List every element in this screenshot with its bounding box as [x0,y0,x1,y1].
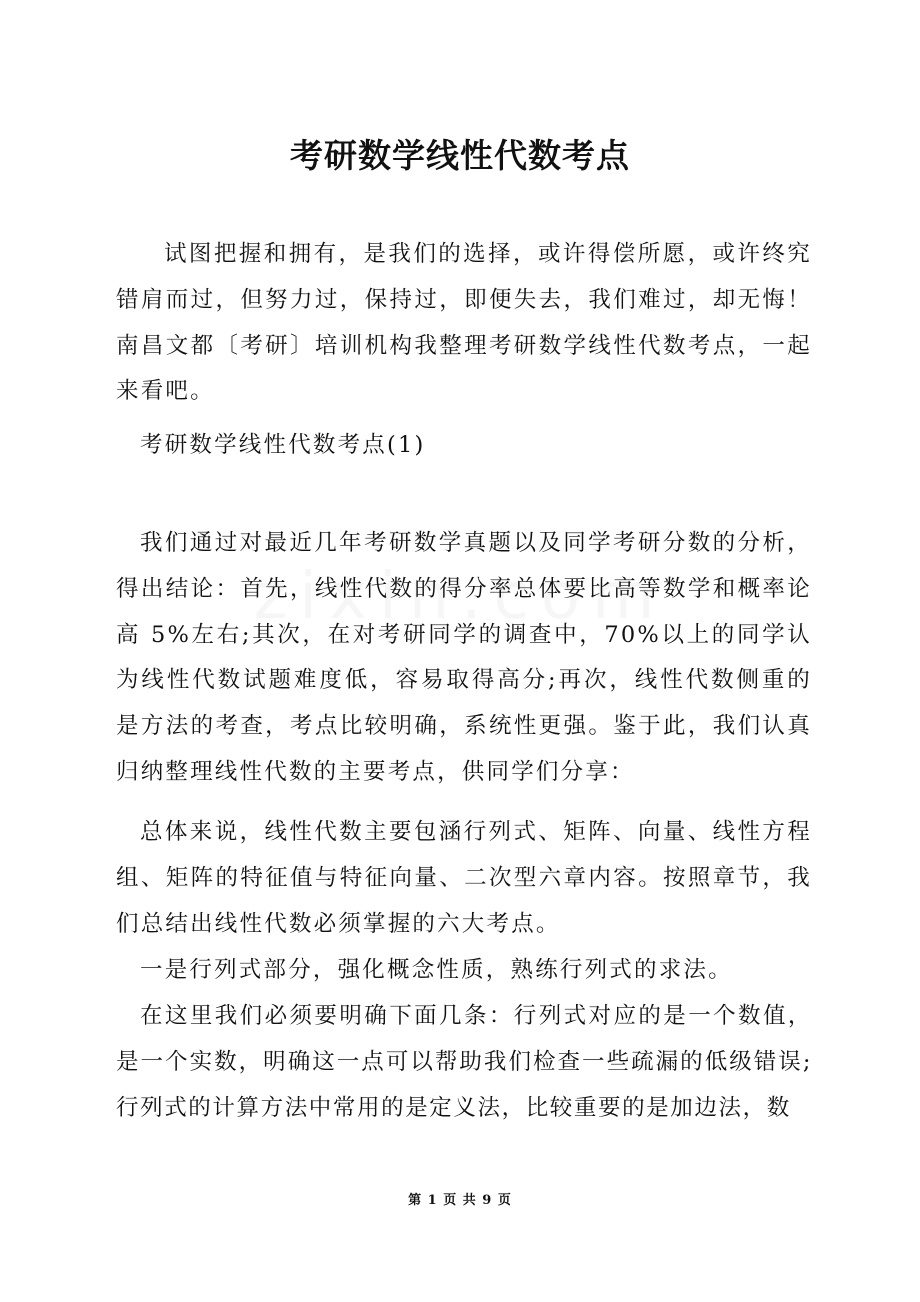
analysis-paragraph: 我们通过对最近几年考研数学真题以及同学考研分数的分析，得出结论：首先，线性代数的得分率总体要比高等数学和概率论高 5%左右;其次，在对考研同学的调查中，70%以上的同学认为线性代数试题难度低，容易取得高分;再次，线性代数侧重的是方法的考查，考点比较明确，系统性更强。鉴于此，我们认真归纳整理线性代数的主要考点，供同学们分享： [116,530,812,785]
determinant-paragraph: 在这里我们必须要明确下面几条：行列式对应的是一个数值，是一个实数，明确这一点可以帮助我们检查一些疏漏的低级错误;行列式的计算方法中常用的是定义法，比较重要的是加边法，数 [116,1003,812,1121]
intro-paragraph: 试图把握和拥有，是我们的选择，或许得偿所愿，或许终究错肩而过，但努力过，保持过，即便失去，我们难过，却无悔！南昌文都〔考研〕培训机构我整理考研数学线性代数考点，一起来看吧。 [116,241,812,405]
page-title: 考研数学线性代数考点 [290,136,630,175]
point-one-paragraph: 一是行列式部分，强化概念性质，熟练行列式的求法。 [140,957,733,983]
section-heading: 考研数学线性代数考点(1) [140,432,426,458]
page-footer: 第 1 页 共 9 页 [408,1193,512,1208]
overview-paragraph: 总体来说，线性代数主要包涵行列式、矩阵、向量、线性方程组、矩阵的特征值与特征向量、二次型六章内容。按照章节，我们总结出线性代数必须掌握的六大考点。 [116,819,812,937]
